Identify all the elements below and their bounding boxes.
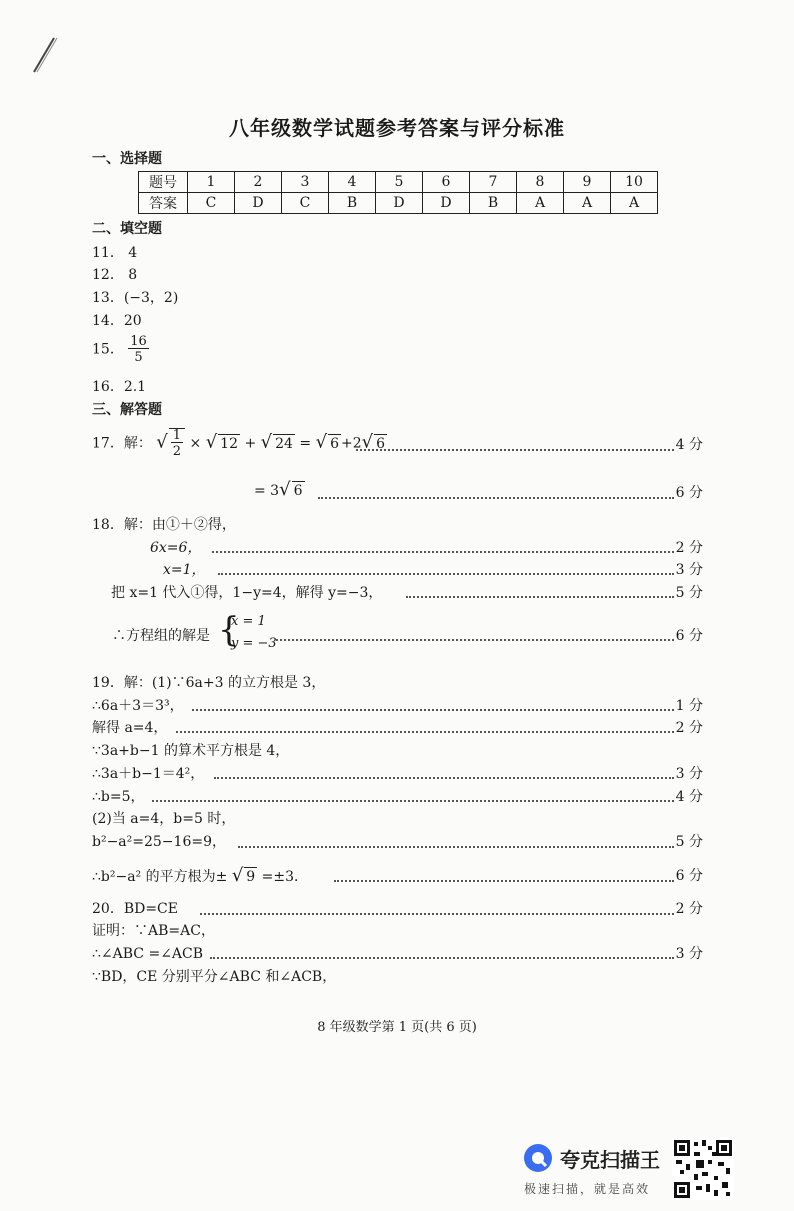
- q17-result: = 3: [254, 483, 280, 499]
- dot-leader: [276, 639, 674, 641]
- score-mark: 6 分: [675, 868, 703, 884]
- dot-leader: [238, 846, 674, 848]
- score-mark: 6 分: [675, 628, 703, 644]
- plus-two: +2: [341, 435, 362, 452]
- q17-frac-num: 1: [172, 428, 182, 443]
- dot-leader: [210, 957, 674, 959]
- fill-answer-12: 12． 8: [92, 267, 138, 283]
- q15-denominator: 5: [134, 350, 143, 365]
- score-mark: 2 分: [675, 540, 703, 556]
- dot-leader: [318, 497, 674, 499]
- table-cell: D: [423, 193, 470, 214]
- score-mark: 5 分: [675, 834, 703, 850]
- page-title: 八年级数学试题参考答案与评分标准: [229, 116, 565, 140]
- section-heading-fill: 二、填空题: [92, 221, 162, 237]
- q19-result: =±3．: [261, 869, 309, 885]
- table-cell: 题号: [139, 172, 188, 193]
- qr-code-icon: [672, 1138, 734, 1200]
- q19-line-2: ∴6a＋3＝3³，: [92, 698, 184, 714]
- table-cell: 答案: [139, 193, 188, 214]
- table-cell: B: [329, 193, 376, 214]
- dot-leader: [176, 731, 674, 733]
- dot-leader: [214, 777, 674, 779]
- q17-sqrt-6b: 6: [376, 435, 386, 452]
- q17-line-2: [254, 481, 305, 500]
- dot-leader: [356, 449, 674, 451]
- score-mark: 4 分: [675, 437, 703, 453]
- q19-sqrt-text: ∴b²−a² 的平方根为±: [92, 869, 228, 885]
- brand-name: 夸克扫描王: [560, 1148, 660, 1172]
- table-cell: D: [376, 193, 423, 214]
- brace-icon: {: [218, 610, 240, 650]
- system-eq-2: y = −3: [231, 636, 277, 651]
- radical-sign: √: [279, 479, 291, 500]
- q17-sqrt-6a: 6: [330, 435, 339, 452]
- answer-table: [138, 171, 658, 214]
- radical-sign: √: [315, 431, 328, 453]
- score-mark: 6 分: [675, 485, 703, 501]
- equals-sign: =: [299, 435, 316, 452]
- radical-sign: √: [361, 431, 374, 453]
- section-heading-solve: 三、解答题: [92, 402, 162, 418]
- plus-sign: +: [244, 435, 257, 452]
- fill-answer-15: [92, 335, 149, 364]
- table-cell: 10: [611, 172, 658, 193]
- score-mark: 4 分: [675, 789, 703, 805]
- q18-line-4: 把 x=1 代入①得，1−y=4，解得 y=−3，: [111, 585, 383, 601]
- q19-line-7: (2)当 a=4，b=5 时，: [92, 811, 236, 827]
- q20-line-2: 证明：∵AB=AC，: [92, 923, 215, 939]
- q15-label: 15．: [92, 341, 124, 358]
- q15-numerator: 16: [130, 334, 147, 349]
- page-footer: 8 年级数学第 1 页(共 6 页): [317, 1020, 477, 1035]
- table-cell: 2: [235, 172, 282, 193]
- q20-line-1: 20．BD=CE: [92, 901, 178, 917]
- brand-slogan: 极速扫描，就是高效: [524, 1182, 651, 1196]
- table-cell: 4: [329, 172, 376, 193]
- q18-line-3: x=1，: [163, 562, 206, 578]
- q17-sqrt-24: 24: [275, 435, 293, 452]
- radical-sign: √: [231, 865, 244, 886]
- fill-answer-16: 16．2.1: [92, 379, 147, 395]
- table-cell: 5: [376, 172, 423, 193]
- q17-line-1: [92, 428, 387, 458]
- table-cell: A: [611, 193, 658, 214]
- q17-sqrt-6c: 6: [293, 483, 303, 499]
- q18-line-2: 6x=6，: [150, 540, 202, 556]
- radical-sign: √: [260, 431, 273, 453]
- q19-line-9: [92, 867, 308, 886]
- q17-frac-den: 2: [172, 444, 182, 459]
- q19-line-3: 解得 a=4，: [92, 720, 168, 736]
- q19-line-6: ∴b=5，: [92, 789, 145, 805]
- score-mark: 2 分: [675, 720, 703, 736]
- q17-sqrt-12: 12: [220, 435, 238, 452]
- table-cell: B: [470, 193, 517, 214]
- q20-line-4: ∵BD，CE 分别平分∠ABC 和∠ACB，: [92, 969, 337, 985]
- times-sign: ×: [189, 435, 202, 452]
- table-cell: 8: [517, 172, 564, 193]
- q19-line-1: 19．解：(1)∵6a+3 的立方根是 3，: [92, 675, 326, 691]
- dot-leader: [212, 551, 674, 553]
- system-eq-1: x = 1: [231, 614, 266, 629]
- table-cell: 7: [470, 172, 517, 193]
- q17-sqrt-frac: [169, 428, 185, 458]
- radical-sign: √: [156, 431, 168, 453]
- dot-leader: [192, 709, 674, 711]
- table-cell: A: [564, 193, 611, 214]
- score-mark: 5 分: [675, 585, 703, 601]
- score-mark: 3 分: [675, 946, 703, 962]
- scanner-logo-icon: [522, 1142, 554, 1174]
- dot-leader: [334, 880, 674, 882]
- table-cell: A: [517, 193, 564, 214]
- table-cell: 9: [564, 172, 611, 193]
- section-heading-choice: 一、选择题: [92, 151, 162, 167]
- fill-answer-13: 13．(−3，2): [92, 290, 179, 306]
- q18-line-1: 18．解：由①＋②得，: [92, 517, 236, 533]
- q15-fraction: [128, 335, 149, 364]
- q19-line-4: ∵3a+b−1 的算术平方根是 4，: [92, 743, 290, 759]
- table-cell: 6: [423, 172, 470, 193]
- q19-line-8: b²−a²=25−16=9，: [92, 834, 226, 850]
- pen-mark-icon: [30, 34, 60, 76]
- dot-leader: [152, 800, 674, 802]
- fill-answer-11: 11． 4: [92, 245, 138, 261]
- table-cell: 3: [282, 172, 329, 193]
- q18-line-5: ∴方程组的解是: [112, 628, 210, 644]
- score-mark: 3 分: [675, 562, 703, 578]
- q19-sqrt-9: 9: [246, 869, 256, 885]
- table-row: [139, 172, 658, 193]
- table-row: [139, 193, 658, 214]
- dot-leader: [406, 596, 674, 598]
- dot-leader: [218, 573, 674, 575]
- radical-sign: √: [205, 431, 218, 453]
- fill-answer-14: 14．20: [92, 313, 142, 329]
- table-cell: 1: [188, 172, 235, 193]
- q19-line-5: ∴3a＋b−1＝4²，: [92, 766, 205, 782]
- score-mark: 2 分: [675, 901, 703, 917]
- score-mark: 3 分: [675, 766, 703, 782]
- table-cell: C: [188, 193, 235, 214]
- score-mark: 1 分: [675, 698, 703, 714]
- dot-leader: [200, 913, 674, 915]
- table-cell: C: [282, 193, 329, 214]
- q20-line-3: ∴∠ABC =∠ACB: [92, 946, 204, 962]
- q17-label: 17．解：: [92, 435, 152, 452]
- table-cell: D: [235, 193, 282, 214]
